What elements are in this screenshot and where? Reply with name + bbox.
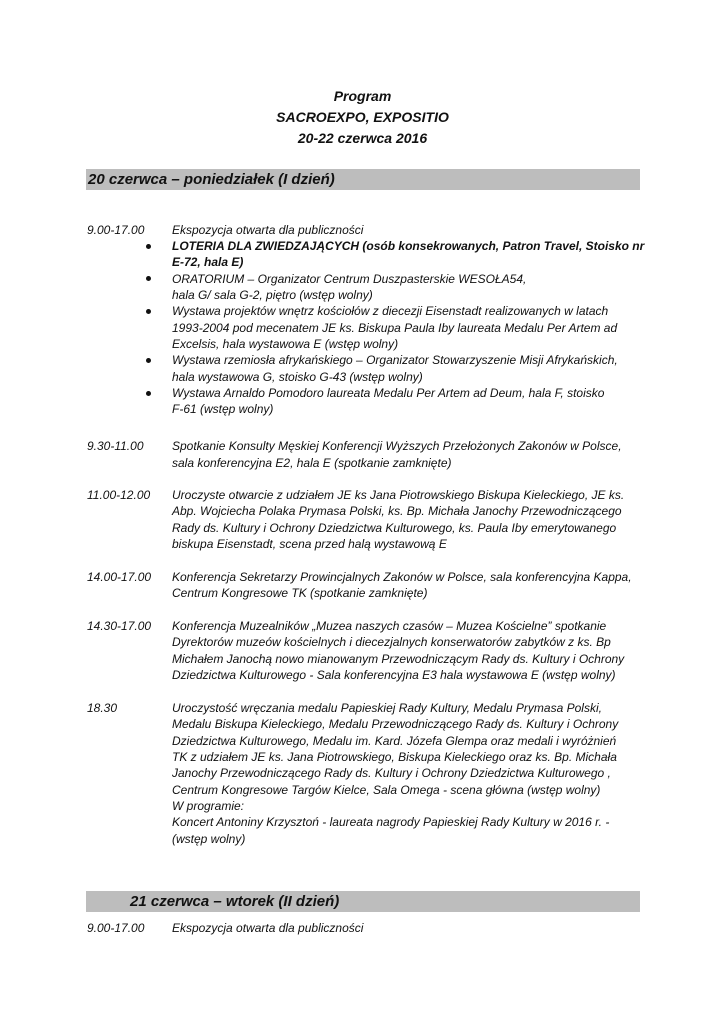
- bullet-line: LOTERIA DLA ZWIEDZAJĄCYCH (osób konsekrowanych, Patron Travel, Stoisko nr: [172, 239, 645, 253]
- event-description-line: biskupa Eisenstadt, scena przed halą wystawową E: [172, 537, 447, 551]
- event-description-line: Janochy Przewodniczącego Rady ds. Kultury i Ochrony Dziedzictwa Kulturowego ,: [172, 766, 611, 780]
- event-time: 14.00-17.00: [87, 570, 152, 584]
- bullet-line: hala wystawowa G, stoisko G-43 (wstęp wolny): [172, 370, 423, 384]
- bullet-icon: [146, 244, 151, 249]
- event-description-line: Dziedzictwa Kulturowego - Sala konferencyjna E3 hala wystawowa E (wstęp wolny): [172, 668, 616, 682]
- day1-heading-bar: [86, 169, 640, 190]
- event-description-line: Abp. Wojciecha Polaka Prymasa Polski, ks. Bp. Michała Janochy Przewodniczącego: [172, 504, 622, 518]
- bullet-icon: [146, 276, 151, 281]
- event-description-line: Centrum Kongresowe Targów Kielce, Sala Omega - scena główna (wstęp wolny): [172, 783, 601, 797]
- bullet-line: Excelsis, hala wystawowa E (wstęp wolny): [172, 337, 399, 351]
- event-description-line: sala konferencyjna E2, hala E (spotkanie zamknięte): [172, 456, 452, 470]
- bullet-line: F-61 (wstęp wolny): [172, 402, 274, 416]
- bullet-icon: [146, 391, 151, 396]
- event-description-line: Uroczyste otwarcie z udziałem JE ks Jana Piotrowskiego Biskupa Kieleckiego, JE ks.: [172, 488, 625, 502]
- event-description-line: Michałem Janochą nowo mianowanym Przewodniczącym Rady ds. Kultury i Ochrony: [172, 652, 625, 666]
- event-description-line: Medalu Biskupa Kieleckiego, Medalu Przewodniczącego Rady ds. Kultury i Ochrony: [172, 717, 619, 731]
- event-time: 9.00-17.00: [87, 223, 145, 237]
- bullet-line: E-72, hala E): [172, 255, 244, 269]
- bullet-icon: [146, 309, 151, 314]
- event-time: 18.30: [87, 701, 118, 715]
- day1-heading: 20 czerwca – poniedziałek (I dzień): [88, 171, 335, 188]
- event-description-line: Konferencja Sekretarzy Prowincjalnych Zakonów w Polsce, sala konferencyjna Kappa,: [172, 570, 632, 584]
- event-dates: 20-22 czerwca 2016: [297, 130, 428, 146]
- event-description-line: Dyrektorów muzeów kościelnych i diecezjalnych konserwatorów zabytków z ks. Bp: [172, 635, 611, 649]
- event-description-line: Centrum Kongresowe TK (spotkanie zamknięte): [172, 586, 428, 600]
- bullet-line: hala G/ sala G-2, piętro (wstęp wolny): [172, 288, 373, 302]
- event-description-line: Spotkanie Konsulty Męskiej Konferencji Wyższych Przełożonych Zakonów w Polsce,: [172, 439, 622, 453]
- event-description-line: Uroczystość wręczania medalu Papieskiej Rady Kultury, Medalu Prymasa Polski,: [172, 701, 602, 715]
- event-time: 9.30-11.00: [87, 439, 144, 453]
- event-description-line: Rady ds. Kultury i Ochrony Dziedzictwa Kulturowego, ks. Paula Iby emerytowanego: [172, 521, 617, 535]
- event-description: Ekspozycja otwarta dla publiczności: [172, 223, 364, 237]
- bullet-icon: [146, 358, 151, 363]
- event-time: 11.00-12.00: [87, 488, 151, 502]
- event-description-line: Dziedzictwa Kulturowego, Medalu im. Kard. Józefa Glempa oraz medali i wyróżnień: [172, 734, 617, 748]
- event-time: 9.00-17.00: [87, 921, 145, 935]
- program-title: Program: [333, 88, 392, 104]
- bullet-line: Wystawa Arnaldo Pomodoro laureata Medalu Per Artem ad Deum, hala F, stoisko: [172, 386, 605, 400]
- day2-heading: 21 czerwca – wtorek (II dzień): [130, 893, 340, 910]
- day2-heading-bar: [86, 891, 640, 912]
- event-description-line: TK z udziałem JE ks. Jana Piotrowskiego, Biskupa Kieleckiego oraz ks. Bp. Michała: [172, 750, 617, 764]
- event-description-line: Koncert Antoniny Krzysztoń - laureata nagrody Papieskiej Rady Kultury w 2016 r. -: [172, 815, 610, 829]
- event-description: Ekspozycja otwarta dla publiczności: [172, 921, 364, 935]
- event-description-line: Konferencja Muzealników „Muzea naszych czasów – Muzea Kościelne” spotkanie: [172, 619, 607, 633]
- bullet-line: Wystawa rzemiosła afrykańskiego – Organizator Stowarzyszenie Misji Afrykańskich,: [172, 353, 618, 367]
- event-description-line: W programie:: [172, 799, 245, 813]
- bullet-line: 1993-2004 pod mecenatem JE ks. Biskupa Paula Iby laureata Medalu Per Artem ad: [172, 321, 618, 335]
- bullet-line: ORATORIUM – Organizator Centrum Duszpasterskie WESOŁA54,: [172, 272, 527, 286]
- event-description-line: (wstęp wolny): [172, 832, 246, 846]
- event-name: SACROEXPO, EXPOSITIO: [276, 109, 449, 125]
- bullet-line: Wystawa projektów wnętrz kościołów z diecezji Eisenstadt realizowanych w latach: [172, 304, 609, 318]
- event-time: 14.30-17.00: [87, 619, 152, 633]
